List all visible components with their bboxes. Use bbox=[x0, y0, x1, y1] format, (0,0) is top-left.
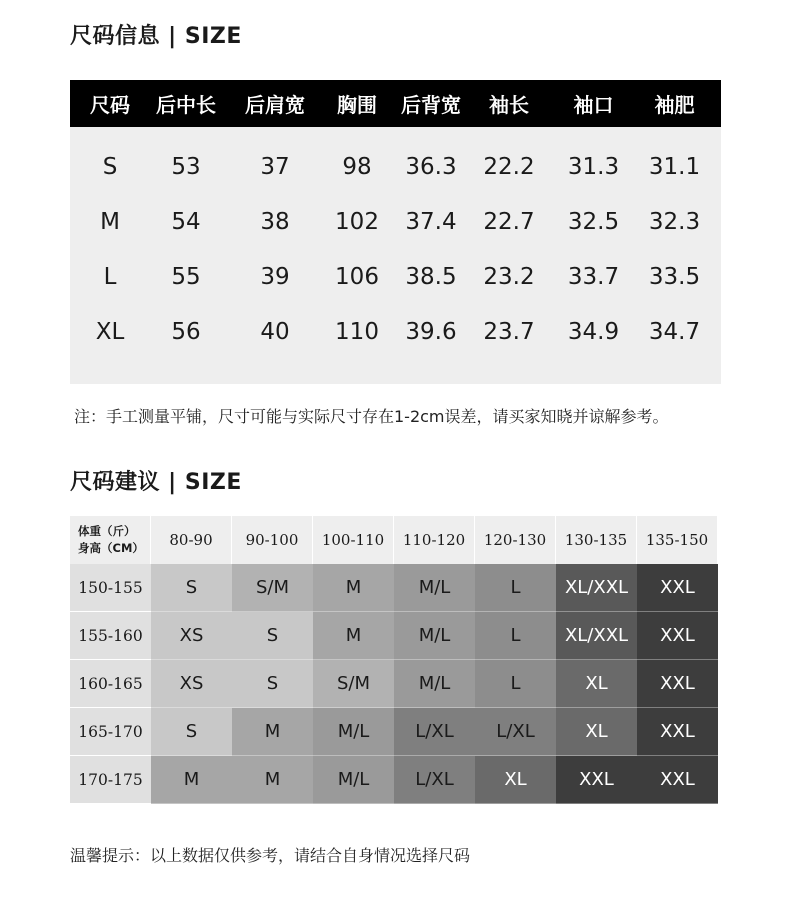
measurement-cell: 55 bbox=[171, 263, 201, 290]
weight-range-header: 110-120 bbox=[394, 516, 475, 564]
height-axis-label: 身高（CM） bbox=[78, 541, 144, 555]
measurement-note: 注：手工测量平铺，尺寸可能与实际尺寸存在1-2cm误差，请买家知晓并谅解参考。 bbox=[74, 407, 669, 426]
recommended-size-cell: L/XL bbox=[475, 708, 556, 756]
size-label-cell: XL bbox=[95, 318, 125, 345]
size-info-body bbox=[70, 127, 721, 359]
measurement-cell: 31.1 bbox=[648, 153, 701, 180]
size-label-cell: M bbox=[100, 208, 120, 235]
recommended-size-cell: L/XL bbox=[394, 708, 475, 756]
measurement-cell: 38 bbox=[260, 208, 290, 235]
recommended-size-cell: M bbox=[232, 756, 313, 804]
size-info-title: 尺码信息 | SIZE bbox=[70, 24, 242, 49]
recommended-size-cell: S bbox=[232, 660, 313, 708]
recommended-size-cell: XXL bbox=[637, 756, 718, 804]
recommended-size-cell: XL/XXL bbox=[556, 612, 637, 660]
height-range-label: 160-165 bbox=[70, 660, 151, 708]
weight-axis-label: 体重（斤） bbox=[78, 524, 136, 538]
recommended-size-cell: M/L bbox=[313, 756, 394, 804]
recommended-size-cell: M bbox=[313, 612, 394, 660]
recommended-size-cell: M/L bbox=[313, 708, 394, 756]
recommended-size-cell: M bbox=[313, 564, 394, 612]
measurement-cell: 33.5 bbox=[648, 263, 701, 290]
measurement-cell: 110 bbox=[335, 318, 379, 345]
recommended-size-cell: L bbox=[475, 660, 556, 708]
recommended-size-cell: M/L bbox=[394, 612, 475, 660]
measurement-cell: 31.3 bbox=[567, 153, 620, 180]
size-info-header-cell: 后背宽 bbox=[401, 93, 461, 117]
recommended-size-cell: S/M bbox=[232, 564, 313, 612]
size-info-header-cell: 后肩宽 bbox=[245, 93, 305, 117]
measurement-cell: 36.3 bbox=[405, 153, 457, 180]
size-recommend-title: 尺码建议 | SIZE bbox=[70, 470, 242, 495]
size-label-cell: L bbox=[103, 263, 117, 290]
recommended-size-cell: L/XL bbox=[394, 756, 475, 804]
size-info-header-cell: 袖口 bbox=[573, 93, 614, 117]
measurement-cell: 98 bbox=[342, 153, 372, 180]
recommended-size-cell: XXL bbox=[556, 756, 637, 804]
weight-range-header: 130-135 bbox=[556, 516, 637, 564]
measurement-cell: 54 bbox=[171, 208, 201, 235]
weight-range-header: 120-130 bbox=[475, 516, 556, 564]
weight-range-header: 135-150 bbox=[637, 516, 718, 564]
measurement-cell: 37.4 bbox=[405, 208, 457, 235]
height-range-label: 170-175 bbox=[70, 756, 151, 804]
measurement-cell: 56 bbox=[171, 318, 201, 345]
measurement-cell: 33.7 bbox=[567, 263, 620, 290]
size-info-row bbox=[70, 194, 721, 249]
size-recommend-grid bbox=[70, 516, 718, 804]
measurement-cell: 34.7 bbox=[648, 318, 701, 345]
size-info-header-cell: 袖肥 bbox=[654, 93, 695, 117]
height-range-label: 150-155 bbox=[70, 564, 151, 612]
measurement-cell: 102 bbox=[335, 208, 379, 235]
size-info-header-cell: 胸围 bbox=[337, 93, 377, 117]
recommended-size-cell: S bbox=[232, 612, 313, 660]
measurement-cell: 106 bbox=[335, 263, 379, 290]
size-info-row bbox=[70, 304, 721, 359]
recommended-size-cell: S bbox=[151, 564, 232, 612]
measurement-cell: 38.5 bbox=[405, 263, 457, 290]
measurement-cell: 39 bbox=[260, 263, 290, 290]
grid-corner-label bbox=[70, 516, 151, 564]
size-info-header-cell: 尺码 bbox=[90, 93, 130, 117]
recommended-size-cell: XXL bbox=[637, 660, 718, 708]
recommended-size-cell: XXL bbox=[637, 708, 718, 756]
recommended-size-cell: S bbox=[151, 708, 232, 756]
recommended-size-cell: L bbox=[475, 612, 556, 660]
measurement-cell: 39.6 bbox=[405, 318, 457, 345]
size-info-header bbox=[70, 80, 721, 127]
recommended-size-cell: XL/XXL bbox=[556, 564, 637, 612]
tip-note: 温馨提示：以上数据仅供参考，请结合自身情况选择尺码 bbox=[70, 846, 471, 865]
size-info-row bbox=[70, 139, 721, 194]
measurement-cell: 23.2 bbox=[483, 263, 535, 290]
height-range-label: 155-160 bbox=[70, 612, 151, 660]
size-label-cell: S bbox=[102, 153, 118, 180]
weight-range-header: 90-100 bbox=[232, 516, 313, 564]
measurement-cell: 34.9 bbox=[567, 318, 620, 345]
recommended-size-cell: XS bbox=[151, 660, 232, 708]
measurement-cell: 22.7 bbox=[483, 208, 535, 235]
recommended-size-cell: M/L bbox=[394, 660, 475, 708]
size-info-row bbox=[70, 249, 721, 304]
recommended-size-cell: M/L bbox=[394, 564, 475, 612]
recommended-size-cell: L bbox=[475, 564, 556, 612]
measurement-cell: 22.2 bbox=[483, 153, 535, 180]
recommended-size-cell: XXL bbox=[637, 612, 718, 660]
measurement-cell: 40 bbox=[260, 318, 290, 345]
size-info-header-cell: 后中长 bbox=[156, 93, 216, 117]
recommended-size-cell: M bbox=[232, 708, 313, 756]
weight-range-header: 80-90 bbox=[151, 516, 232, 564]
measurement-cell: 37 bbox=[260, 153, 290, 180]
measurement-cell: 53 bbox=[171, 153, 201, 180]
recommended-size-cell: XL bbox=[556, 708, 637, 756]
recommended-size-cell: M bbox=[151, 756, 232, 804]
measurement-cell: 32.5 bbox=[567, 208, 620, 235]
measurement-cell: 23.7 bbox=[483, 318, 535, 345]
recommended-size-cell: XXL bbox=[637, 564, 718, 612]
height-range-label: 165-170 bbox=[70, 708, 151, 756]
measurement-cell: 32.3 bbox=[648, 208, 701, 235]
recommended-size-cell: XL bbox=[475, 756, 556, 804]
size-info-header-cell: 袖长 bbox=[489, 93, 529, 117]
recommended-size-cell: XS bbox=[151, 612, 232, 660]
recommended-size-cell: XL bbox=[556, 660, 637, 708]
weight-range-header: 100-110 bbox=[313, 516, 394, 564]
size-info-table bbox=[70, 80, 721, 384]
recommended-size-cell: S/M bbox=[313, 660, 394, 708]
